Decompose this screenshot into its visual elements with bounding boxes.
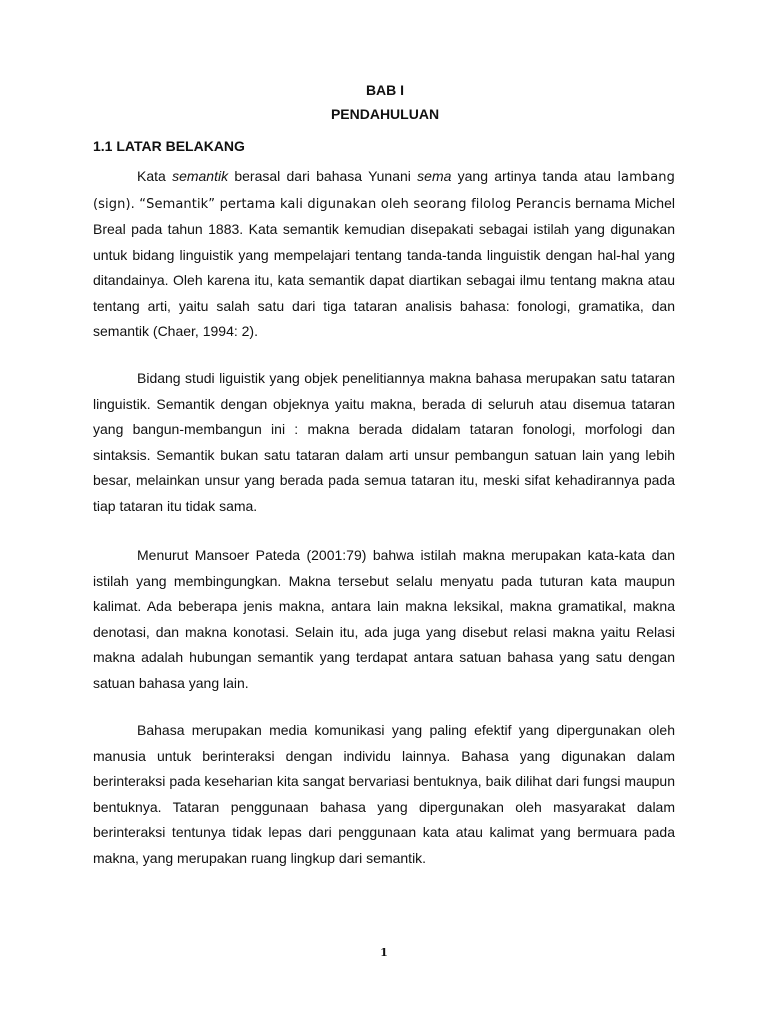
italic-term-semantik: semantik bbox=[172, 168, 229, 184]
section-heading: 1.1 LATAR BELAKANG bbox=[93, 138, 245, 154]
chapter-title: PENDAHULUAN bbox=[330, 106, 440, 122]
chapter-number: BAB I bbox=[365, 82, 405, 98]
paragraph-1-alt-font-text: lambang (sign). “Semantik” pertama kali digunakan oleh seorang filolog Perancis bbox=[93, 170, 675, 212]
paragraph-1-text: bernama Michel Breal pada tahun 1883. Kata semantik kemudian disepakati sebagai istilah yang digunakan untuk bidang linguistik yang mempelajari tentang tanda-tanda linguistik dengan hal-hal yang ditandainya. Oleh karena itu, kata semantik dapat diartikan sebagai ilmu tentang makna atau tentang arti, yaitu salah satu dari tiga tataran analisis bahasa: fonologi, gramatika, dan semantik (Chaer, 1994: 2). bbox=[93, 194, 675, 339]
paragraph-1 bbox=[93, 164, 675, 345]
page-number: 1 bbox=[380, 946, 388, 959]
paragraph-1-text: yang artinya tanda atau bbox=[451, 168, 618, 184]
paragraph-3: Menurut Mansoer Pateda (2001:79) bahwa istilah makna merupakan kata-kata dan istilah yang membingungkan. Makna tersebut selalu menyatu pada tuturan kata maupun kalimat. Ada beberapa jenis makna, antara lain makna leksikal, makna gramatikal, makna denotasi, dan makna konotasi. Selain itu, ada juga yang disebut relasi makna yaitu Relasi makna adalah hubungan semantik yang terdapat antara satuan bahasa yang satu dengan satuan bahasa yang lain. bbox=[93, 547, 675, 691]
paragraph-1-text: berasal dari bahasa Yunani bbox=[228, 168, 418, 184]
paragraph-4: Bahasa merupakan media komunikasi yang paling efektif yang dipergunakan oleh manusia untuk berinteraksi dengan individu lainnya. Bahasa yang digunakan dalam berinteraksi pada keseharian kita sangat bervariasi bentuknya, baik dilihat dari fungsi maupun bentuknya. Tataran penggunaan bahasa yang dipergunakan oleh masyarakat dalam berinteraksi tentunya tidak lepas dari penggunaan kata atau kalimat yang bermuara pada makna, yang merupakan ruang lingkup dari semantik. bbox=[93, 722, 675, 866]
document-page bbox=[93, 0, 675, 1024]
italic-term-sema: sema bbox=[417, 168, 452, 184]
paragraph-1-text: Kata bbox=[137, 168, 173, 184]
paragraph-2: Bidang studi liguistik yang objek penelitiannya makna bahasa merupakan satu tataran linguistik. Semantik dengan objeknya yaitu makna, berada di seluruh atau disemua tataran yang bangun-membangun ini : makna berada didalam tataran fonologi, morfologi dan sintaksis. Semantik bukan satu tataran dalam arti unsur pembangun satuan lain yang lebih besar, melainkan unsur yang berada pada semua tataran itu, meski sifat kehadirannya pada tiap tataran itu tidak sama. bbox=[93, 370, 675, 514]
